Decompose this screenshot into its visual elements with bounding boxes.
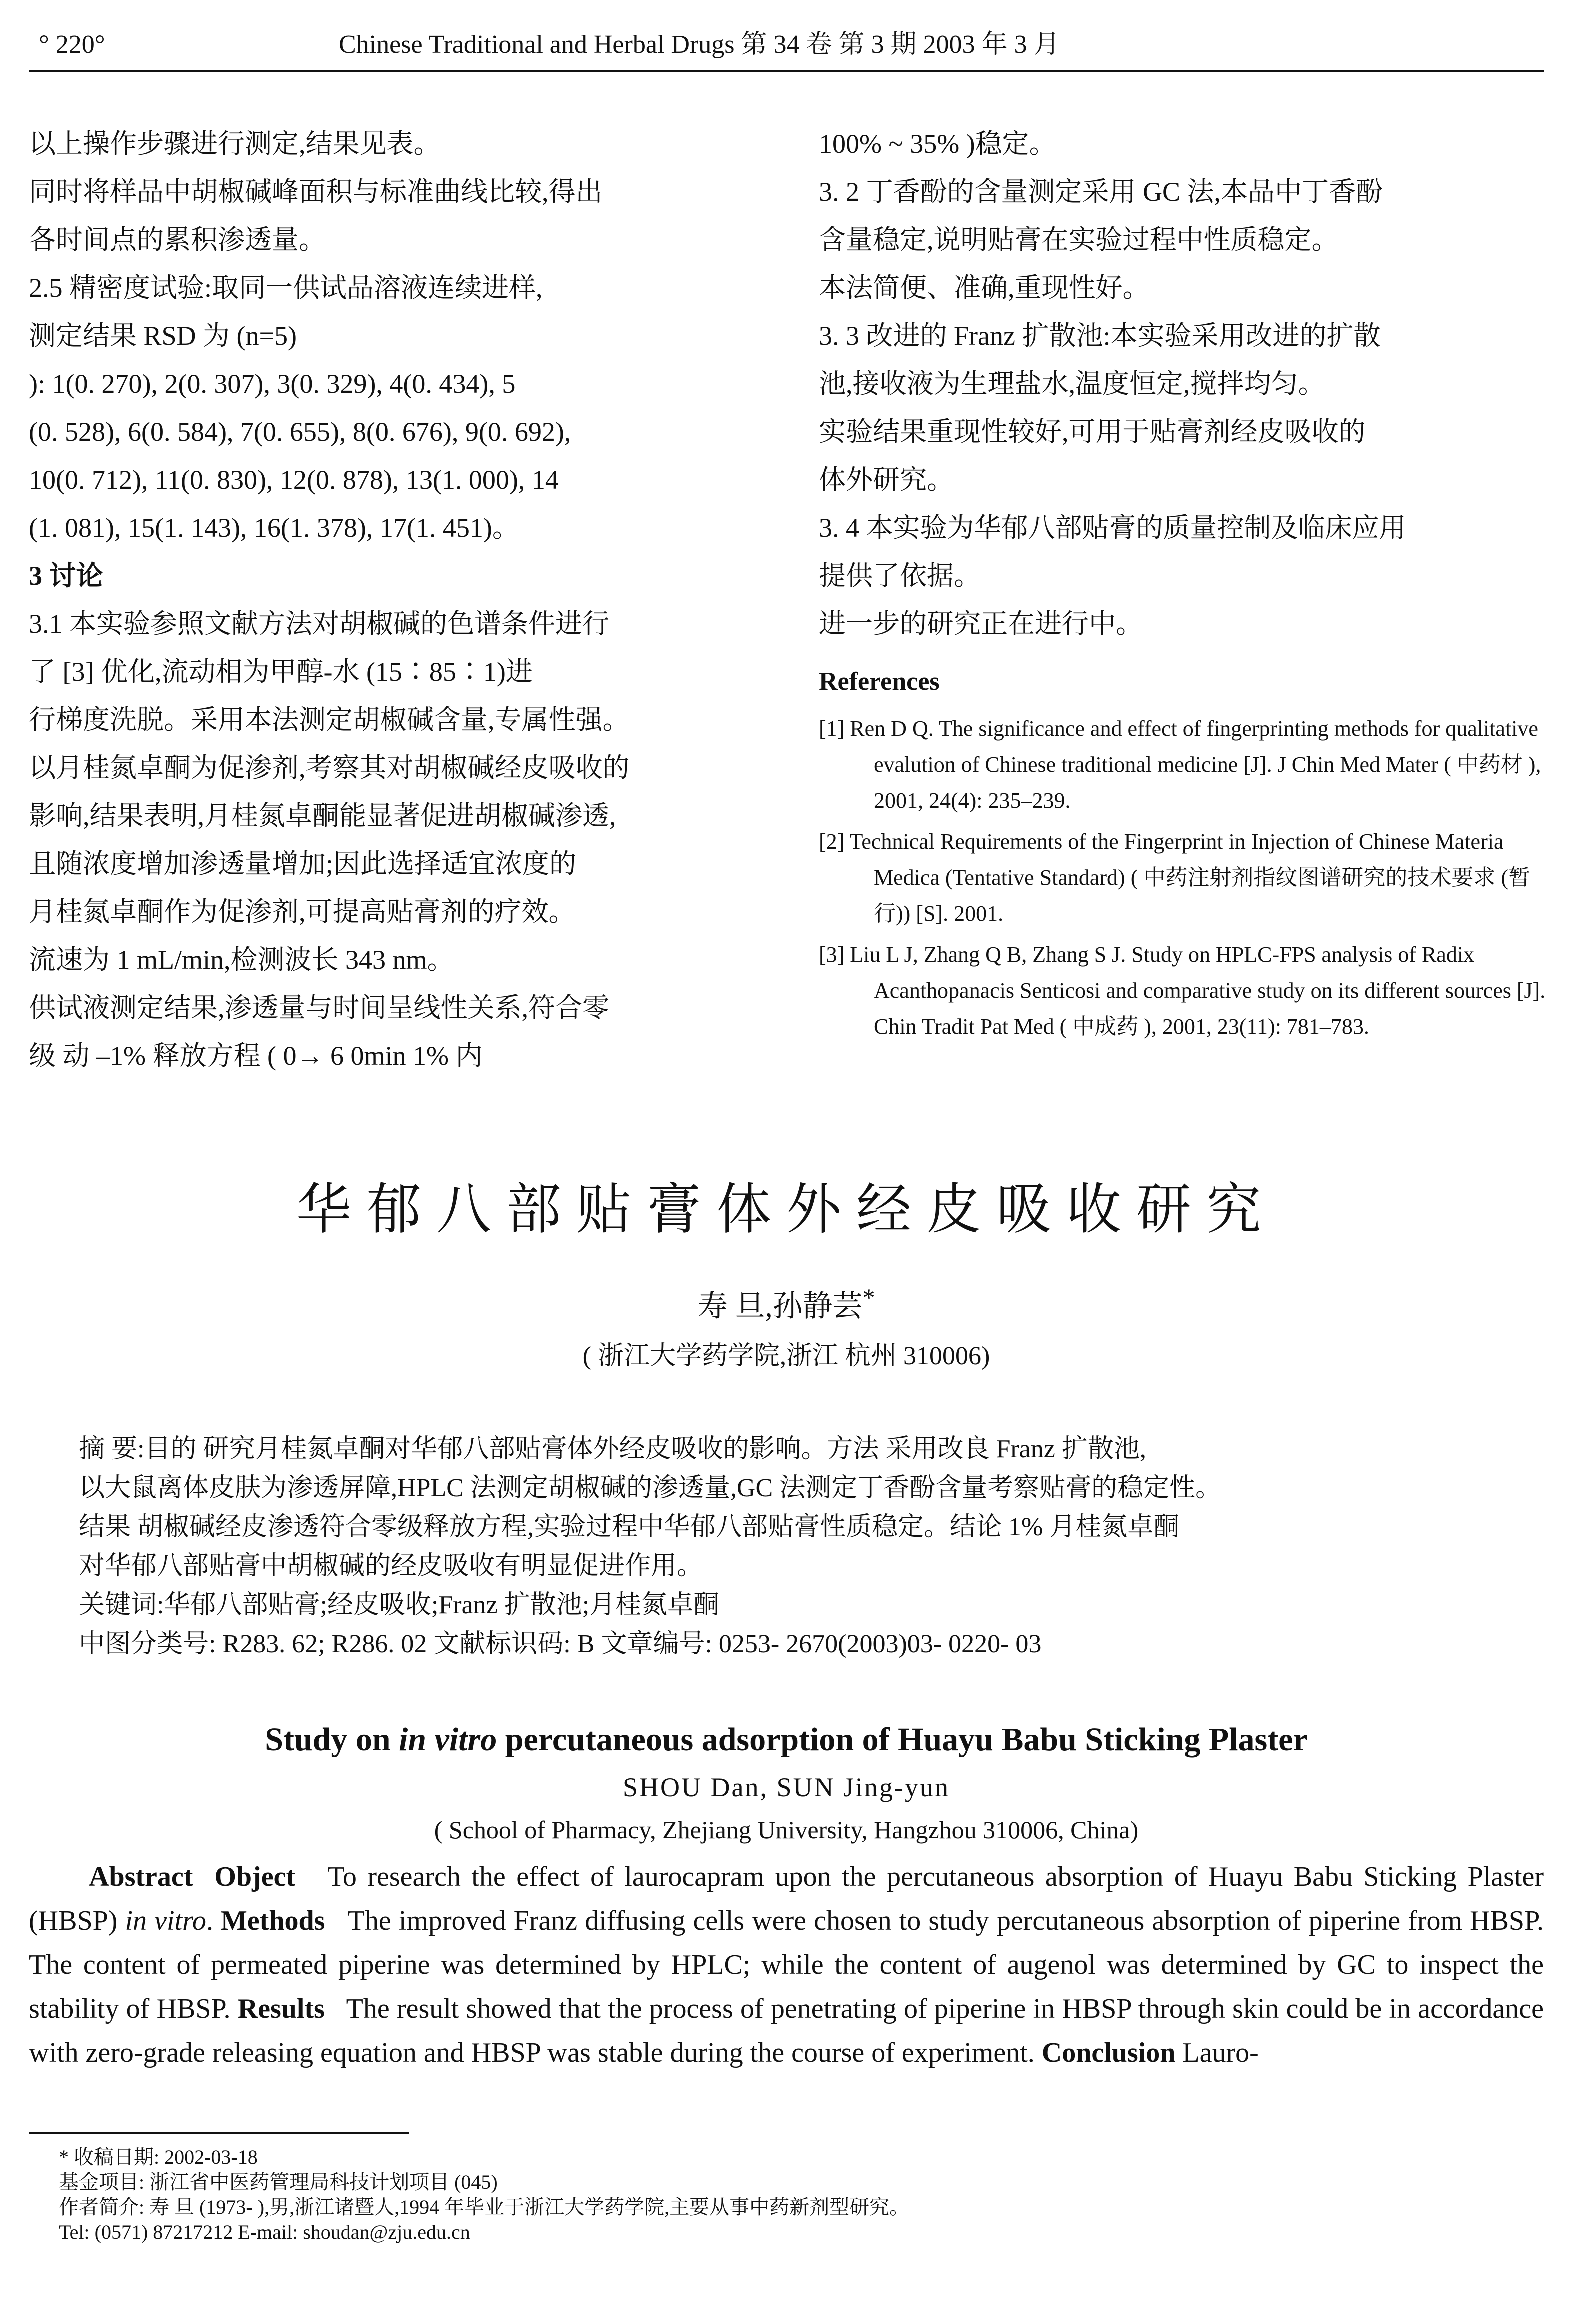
reference-item: [1] Ren D Q. The significance and effect of fingerprinting methods for qualitative evalution of Chinese traditional medicine [J]. J Chin Med Mater ( 中药材 ), 2001, 24(4): 235–239. xyxy=(819,716,1541,813)
chinese-affiliation: ( 浙江大学药学院,浙江 杭州 310006) xyxy=(582,1342,990,1370)
chinese-abstract-line: 对华郁八部贴膏中胡椒碱的经皮吸收有明显促进作用。 xyxy=(79,1552,703,1580)
body-text-line: 以上操作步骤进行测定,结果见表。 xyxy=(29,129,441,159)
body-text-line: 3.1 本实验参照文献方法对胡椒碱的色谱条件进行 xyxy=(29,609,609,639)
object-text: To research the effect of laurocapram upon the percutaneous absorption of Huayu Babu Sticking Plaster (HBSP) xyxy=(29,1862,1544,1936)
body-text-line: 3. 3 改进的 Franz 扩散池:本实验采用改进的扩散 xyxy=(819,321,1381,351)
chinese-abstract-line: 以大鼠离体皮肤为渗透屏障,HPLC 法测定胡椒碱的渗透量,GC 法测定丁香酚含量考察贴膏的稳定性。 xyxy=(79,1474,1222,1502)
chinese-article-header xyxy=(29,1170,1544,1379)
english-article-title xyxy=(29,1715,1544,1765)
body-text-line: 实验结果重现性较好,可用于贴膏剂经皮吸收的 xyxy=(819,417,1366,447)
object-end: . xyxy=(206,1906,221,1936)
body-text-line: 同时将样品中胡椒碱峰面积与标准曲线比较,得出 xyxy=(29,177,603,207)
reference-item: [3] Liu L J, Zhang Q B, Zhang S J. Study on HPLC-FPS analysis of Radix Acanthopanacis Senticosi and comparative study on its different sources [J]. Chin Tradit Pat Med ( 中成药 ), 2001, 23(11): 781–783. xyxy=(819,942,1546,1039)
title-part: percutaneous adsorption of Huayu Babu Sticking Plaster xyxy=(497,1722,1308,1758)
body-text-line: 影响,结果表明,月桂氮卓酮能显著促进胡椒碱渗透, xyxy=(29,801,616,831)
chinese-author-names: 寿 旦,孙静芸 xyxy=(697,1290,863,1323)
english-affiliation: ( School of Pharmacy, Zhejiang University, Hangzhou 310006, China) xyxy=(434,1816,1139,1844)
body-text-line: 级 动 –1% 释放方程 ( 0→ 6 0min 1% 内 xyxy=(29,1041,483,1071)
results-label: Results xyxy=(237,1994,325,2024)
results-text: The result showed that the process of penetrating of piperine in HBSP through skin could be in accordance with zero-grade releasing equation and HBSP was stable during the course of experiment. xyxy=(29,1994,1544,2068)
body-text-line: 流速为 1 mL/min,检测波长 343 nm。 xyxy=(29,945,454,975)
body-text-line: 测定结果 RSD 为 (n=5) xyxy=(29,321,297,351)
left-column xyxy=(29,120,759,1080)
methods-text: The improved Franz diffusing cells were chosen to study percutaneous absorption of piperine from HBSP. The content of permeated piperine was determined by HPLC; while the content of augenol was determined by GC to inspect the stability of HBSP. xyxy=(29,1906,1544,2024)
conclusion-label: Conclusion xyxy=(1041,2038,1176,2068)
title-italic: in vitro xyxy=(399,1722,497,1758)
body-text-line: 月桂氮卓酮作为促渗剂,可提高贴膏剂的疗效。 xyxy=(29,897,576,927)
body-text-line: 体外研究。 xyxy=(819,465,954,495)
author-footnote-mark: * xyxy=(862,1284,875,1312)
body-text-line: ): 1(0. 270), 2(0. 307), 3(0. 329), 4(0. 434), 5 xyxy=(29,369,516,399)
footnote-line: 基金项目: 浙江省中医药管理局科技计划项目 (045) xyxy=(59,2171,498,2194)
body-text-line: 行梯度洗脱。采用本法测定胡椒碱含量,专属性强。 xyxy=(29,705,630,735)
chinese-authors xyxy=(29,1270,1544,1334)
footnote-divider xyxy=(29,2132,409,2134)
conclusion-text: Lauro- xyxy=(1182,2038,1259,2068)
body-text-line: 100% ~ 35% )稳定。 xyxy=(819,129,1056,159)
body-text-line: 了 [3] 优化,流动相为甲醇-水 (15∶85∶1)进 xyxy=(29,657,533,687)
chinese-abstract xyxy=(29,1430,1544,1664)
english-abstract xyxy=(29,1855,1544,2075)
reference-item: [2] Technical Requirements of the Fingerprint in Injection of Chinese Materia Medica (Tentative Standard) ( 中药注射剂指纹图谱研究的技术要求 (暂行)) [S]. 2001. xyxy=(819,830,1531,926)
body-text-line: 池,接收液为生理盐水,温度恒定,搅拌均匀。 xyxy=(819,369,1325,399)
methods-label: Methods xyxy=(220,1906,325,1936)
body-text-line: 3. 2 丁香酚的含量测定采用 GC 法,本品中丁香酚 xyxy=(819,177,1383,207)
body-text-line: 且随浓度增加渗透量增加;因此选择适宜浓度的 xyxy=(29,849,577,879)
body-text-line: 提供了依据。 xyxy=(819,561,981,591)
journal-page xyxy=(29,20,1544,2300)
footnotes xyxy=(59,2145,1539,2245)
english-article-header xyxy=(29,1715,1544,1850)
page-number: ° 220° xyxy=(39,30,105,59)
body-text-line: 2.5 精密度试验:取同一供试品溶液连续进样, xyxy=(29,273,543,303)
body-text-line: 各时间点的累积渗透量。 xyxy=(29,225,326,255)
body-text-line: (1. 081), 15(1. 143), 16(1. 378), 17(1. 451)。 xyxy=(29,513,519,543)
body-text-line: 3. 4 本实验为华郁八部贴膏的质量控制及临床应用 xyxy=(819,513,1406,543)
chinese-article-title: 华郁八部贴膏体外经皮吸收研究 xyxy=(296,1180,1276,1240)
english-authors: SHOU Dan, SUN Jing-yun xyxy=(622,1772,950,1802)
references-heading: References xyxy=(819,668,940,696)
body-text-line: 以月桂氮卓酮为促渗剂,考察其对胡椒碱经皮吸收的 xyxy=(29,753,630,783)
english-abstract-paragraph xyxy=(29,1855,1544,2075)
two-column-body xyxy=(29,120,1546,1071)
body-text-line: 进一步的研究正在进行中。 xyxy=(819,609,1143,639)
journal-name: Chinese Traditional and Herbal Drugs 第 34 卷 第 3 期 2003 年 3 月 xyxy=(339,30,1060,59)
running-head xyxy=(29,20,1544,72)
body-text-line: 含量稳定,说明贴膏在实验过程中性质稳定。 xyxy=(819,225,1339,255)
right-column xyxy=(819,120,1549,1045)
abstract-label: Abstract xyxy=(89,1862,193,1892)
footnote-line: 作者简介: 寿 旦 (1973- ),男,浙江诸暨人,1994 年毕业于浙江大学药学院,主要从事中药新剂型研究。 xyxy=(59,2196,910,2218)
chinese-abstract-line: 中图分类号: R283. 62; R286. 02 文献标识码: B 文章编号: 0253- 2670(2003)03- 0220- 03 xyxy=(79,1630,1042,1658)
body-text-line: (0. 528), 6(0. 584), 7(0. 655), 8(0. 676), 9(0. 692), xyxy=(29,417,571,447)
title-part: Study on xyxy=(265,1722,399,1758)
footnote-line: * 收稿日期: 2002-03-18 xyxy=(59,2146,258,2168)
body-text-line: 10(0. 712), 11(0. 830), 12(0. 878), 13(1. 000), 14 xyxy=(29,465,559,495)
body-text-line: 本法简便、准确,重现性好。 xyxy=(819,273,1150,303)
chinese-abstract-line: 关键词:华郁八部贴膏;经皮吸收;Franz 扩散池;月桂氮卓酮 xyxy=(79,1591,720,1620)
body-text-line: 供试液测定结果,渗透量与时间呈线性关系,符合零 xyxy=(29,993,609,1023)
object-label: Object xyxy=(214,1862,296,1892)
footnote-line: Tel: (0571) 87217212 E-mail: shoudan@zju.edu.cn xyxy=(59,2221,470,2244)
chinese-abstract-line: 摘 要:目的 研究月桂氮卓酮对华郁八部贴膏体外经皮吸收的影响。方法 采用改良 Franz 扩散池, xyxy=(79,1435,1146,1464)
section-heading: 3 讨论 xyxy=(29,561,103,591)
chinese-abstract-line: 结果 胡椒碱经皮渗透符合零级释放方程,实验过程中华郁八部贴膏性质稳定。结论 1% 月桂氮卓酮 xyxy=(79,1513,1180,1542)
object-italic: in vitro xyxy=(125,1906,206,1936)
